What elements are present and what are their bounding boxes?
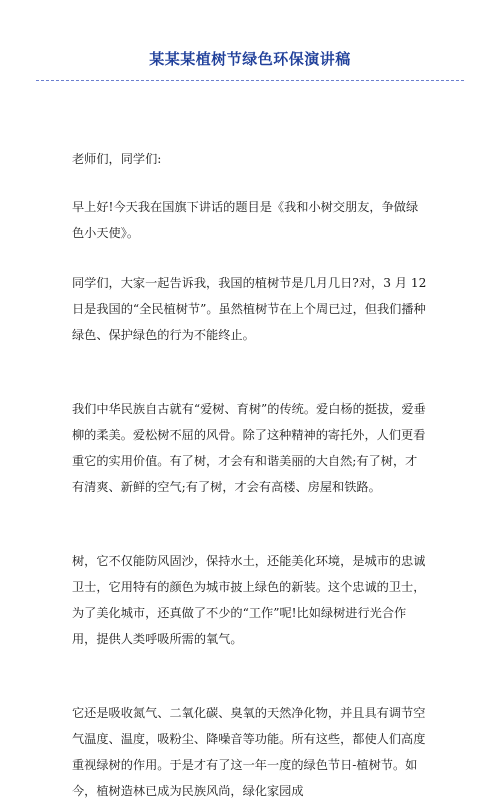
paragraph-spacer bbox=[72, 652, 428, 700]
paragraph-guardian: 树，它不仅能防风固沙，保持水土，还能美化环境，是城市的忠诚卫士，它用特有的颜色为城市披上绿色的新装。这个忠诚的卫士，为了美化城市，还真做了不少的“工作”呢!比如绿树进行光合作用，提供人类呼吸所需的氧气。 bbox=[72, 554, 426, 646]
paragraph-greeting: 老师们，同学们: bbox=[72, 152, 162, 166]
paragraph-spacer bbox=[72, 246, 428, 270]
document-body bbox=[72, 146, 428, 804]
paragraph-spacer bbox=[72, 500, 428, 548]
title-divider bbox=[36, 80, 464, 81]
page-title: 某某某植树节绿色环保演讲稿 bbox=[149, 50, 351, 68]
paragraph-purifier: 它还是吸收氮气、二氧化碳、臭氧的天然净化物，并且具有调节空气温度、温度，吸粉尘、降噪音等功能。所有这些，都使人们高度重视绿树的作用。于是才有了这一年一度的绿色节日-植树节。如今，植树造林已成为民族风尚，绿化家园成 bbox=[72, 706, 426, 798]
paragraph-spacer bbox=[72, 348, 428, 396]
paragraph-tradition: 我们中华民族自古就有“爱树、育树”的传统。爱白杨的挺拔，爱垂柳的柔美。爱松树不屈的风骨。除了这种精神的寄托外，人们更看重它的实用价值。有了树，才会有和谐美丽的大自然;有了树，才有清爽、新鲜的空气;有了树，才会有高楼、房屋和铁路。 bbox=[72, 402, 426, 494]
paragraph-spacer bbox=[72, 172, 428, 194]
paragraph-arbor-day: 同学们，大家一起告诉我，我国的植树节是几月几日?对，3 月 12 日是我国的“全民植树节”。虽然植树节在上个周已过，但我们播种绿色、保护绿色的行为不能终止。 bbox=[72, 276, 427, 342]
paragraph-opening: 早上好!今天我在国旗下讲话的题目是《我和小树交朋友，争做绿色小天使》。 bbox=[72, 200, 419, 240]
